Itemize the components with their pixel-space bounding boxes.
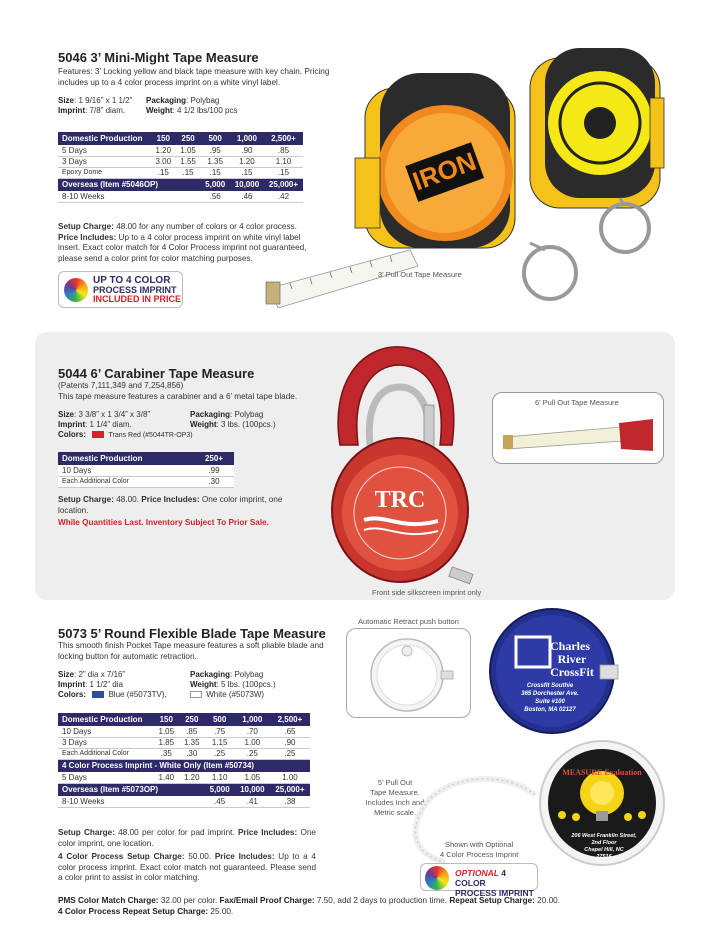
product-description: Features: 3’ Locking yellow and black tape measure with key chain. Pricing includes up to a 4 color process imprint on a white vinyl label. bbox=[58, 67, 330, 87]
pull-out-inset bbox=[492, 392, 664, 464]
table-row: 5 Days 1.40 1.20 1.10 1.05 1.00 bbox=[58, 772, 310, 783]
product-title: 5046 3’ Mini-Might Tape Measure bbox=[58, 50, 259, 65]
product-specs: Size: 2” dia x 7/16” Imprint: 1 1/2” dia Colors: Blue (#5073TV), Packaging: Polybag Weight: 5 lbs. (100pcs.) White (#5073W) bbox=[58, 670, 276, 699]
inset-caption: 6’ Pull Out Tape Measure bbox=[535, 398, 619, 407]
product-specs: Size: 3 3/8” x 1 3/4” x 3/8” Imprint: 1 1/4” diam. Colors: Trans Red (#5044TR-OP3) Packaging: Polybag Weight: 3 lbs. (100pcs.) bbox=[58, 410, 276, 439]
table-row: 5 Days 1.20 1.05 .95 .90 .85 bbox=[58, 145, 303, 156]
pull-out-caption: 5’ Pull Out Tape Measure. Includes Inch and Metric scale. bbox=[365, 778, 425, 817]
svg-text:2nd Floor: 2nd Floor bbox=[591, 840, 617, 846]
metal-blade-image bbox=[501, 415, 659, 455]
carabiner-tape-image bbox=[300, 335, 500, 595]
table-row: 10 Days .99 bbox=[58, 465, 234, 476]
setup-charges-5073: Setup Charge: 48.00 per color for pad imprint. Price Includes: One color imprint, one location. bbox=[58, 828, 316, 848]
price-table-5073: Domestic Production 150 250 500 1,000 2,500+ 10 Days 1.05 .85 .75 .70 .65 3 Days 1.85 1.35 1.15 1.00 .90 Each Additional Color .35 .30 .25 .25 .25 4 Color Process Imprint - White Only (Item #50734) 5 Days 1.40 1.20 1.10 1.05 1.00 Overseas (Item #5073OP) 5,000 10,000 25,000+ 8-10 Weeks .45 .41 .38 bbox=[58, 713, 310, 808]
svg-text:River: River bbox=[557, 652, 587, 666]
patents: (Patents 7,111,349 and 7,254,856) bbox=[58, 381, 184, 390]
caption: Automatic Retract push button bbox=[358, 617, 459, 626]
color-swatch-blue bbox=[92, 691, 104, 698]
price-table-5046: Domestic Production 150 250 500 1,000 2,500+ 5 Days 1.20 1.05 .95 .90 .85 3 Days 3.00 1.55 1.35 1.20 1.10 Epoxy Dome .15 .15 .15 .15 .15 Overseas (Item #5046OP) 5,000 10,000 25,000+ 8-10 Weeks .56 .46 .42 bbox=[58, 132, 303, 203]
svg-text:Chapel Hill, NC: Chapel Hill, NC bbox=[584, 847, 624, 853]
product-title: 5073 5’ Round Flexible Blade Tape Measure bbox=[58, 626, 326, 641]
table-row: 3 Days 3.00 1.55 1.35 1.20 1.10 bbox=[58, 156, 303, 167]
optional-process-badge: OPTIONAL 4 COLOR PROCESS IMPRINT bbox=[420, 863, 538, 891]
product-5073 bbox=[58, 626, 358, 702]
product-specs: Size: 1 9/16” x 1 1/2” Imprint: 7/8” diam. Packaging: Polybag Weight: 4 1/2 lbs/100 pcs bbox=[58, 96, 238, 115]
product-description: This smooth finish Pocket Tape measure features a soft pliable blade and locking button for automatic retraction. bbox=[58, 641, 324, 661]
caption: 3’ Pull Out Tape Measure bbox=[378, 270, 462, 279]
svg-text:Crossfit Southie: Crossfit Southie bbox=[526, 683, 574, 689]
color-swatch-white bbox=[190, 691, 202, 698]
process-imprint-badge: UP TO 4 COLOR PROCESS IMPRINT INCLUDED IN PRICE bbox=[58, 271, 183, 308]
table-row: 8-10 Weeks .56 .46 .42 bbox=[58, 191, 303, 202]
white-round-tape-image bbox=[532, 733, 672, 873]
table-row: 8-10 Weeks .45 .41 .38 bbox=[58, 796, 310, 807]
setup-charges-5046: Setup Charge: 48.00 for any number of colors or 4 color process. Price Includes: Up to a 4 color process imprint on white vinyl label insert. Exact color match for 4 Color Process imprint not guaranteed, please send a color print for color matching purposes. bbox=[58, 222, 307, 263]
svg-text:27516: 27516 bbox=[596, 854, 612, 860]
svg-text:MEASURE Evaluation: MEASURE Evaluation bbox=[562, 768, 642, 777]
table-row: 3 Days 1.85 1.35 1.15 1.00 .90 bbox=[58, 737, 310, 748]
stock-warning: While Quantities Last. Inventory Subject To Prior Sale. bbox=[58, 518, 269, 527]
svg-text:206 West Franklin Street,: 206 West Franklin Street, bbox=[571, 833, 637, 839]
product-title: 5044 6’ Carabiner Tape Measure bbox=[58, 366, 255, 381]
svg-text:Suite #100: Suite #100 bbox=[535, 699, 565, 705]
process-setup-5073: 4 Color Process Setup Charge: 50.00. Price Includes: Up to a 4 color process imprint. Exact color match not guaranteed. Please send a color print to assist in color matching. bbox=[58, 852, 316, 882]
svg-text:TRC: TRC bbox=[374, 487, 426, 513]
optional-caption: Shown with Optional 4 Color Process Imprint bbox=[440, 840, 519, 859]
svg-text:365 Dorchester Ave.: 365 Dorchester Ave. bbox=[521, 691, 579, 697]
price-table-5044: Domestic Production 250+ 10 Days .99 Each Additional Color .30 bbox=[58, 452, 234, 488]
blue-round-tape-image bbox=[480, 605, 630, 740]
footer-charges: PMS Color Match Charge: 32.00 per color. Fax/Email Proof Charge: 7.50, add 2 days to production time. Repeat Setup Charge: 20.00. 4 Color Process Repeat Setup Charge: 25.00. bbox=[58, 896, 560, 916]
table-row: 10 Days 1.05 .85 .75 .70 .65 bbox=[58, 726, 310, 737]
color-swatch-red bbox=[92, 431, 104, 438]
caption: Front side silkscreen imprint only bbox=[372, 588, 482, 597]
svg-text:CrossFit: CrossFit bbox=[550, 665, 594, 679]
svg-text:IRON: IRON bbox=[408, 145, 480, 197]
color-wheel-icon bbox=[425, 866, 449, 890]
table-row: Each Additional Color .35 .30 .25 .25 .25 bbox=[58, 748, 310, 759]
setup-charges-5044: Setup Charge: 48.00. Price Includes: One color imprint, one location. bbox=[58, 495, 283, 515]
product-description: This tape measure features a carabiner and a 6’ metal tape blade. bbox=[58, 391, 298, 401]
retract-button-inset bbox=[346, 628, 471, 718]
white-tape-image bbox=[365, 635, 457, 713]
table-row: Epoxy Dome .15 .15 .15 .15 .15 bbox=[58, 167, 303, 178]
table-row: Each Additional Color .30 bbox=[58, 476, 234, 487]
color-wheel-icon bbox=[64, 278, 88, 302]
mini-might-tape-image bbox=[250, 38, 680, 308]
svg-text:Boston, MA 02127: Boston, MA 02127 bbox=[524, 707, 576, 713]
svg-text:Charles: Charles bbox=[550, 639, 590, 653]
